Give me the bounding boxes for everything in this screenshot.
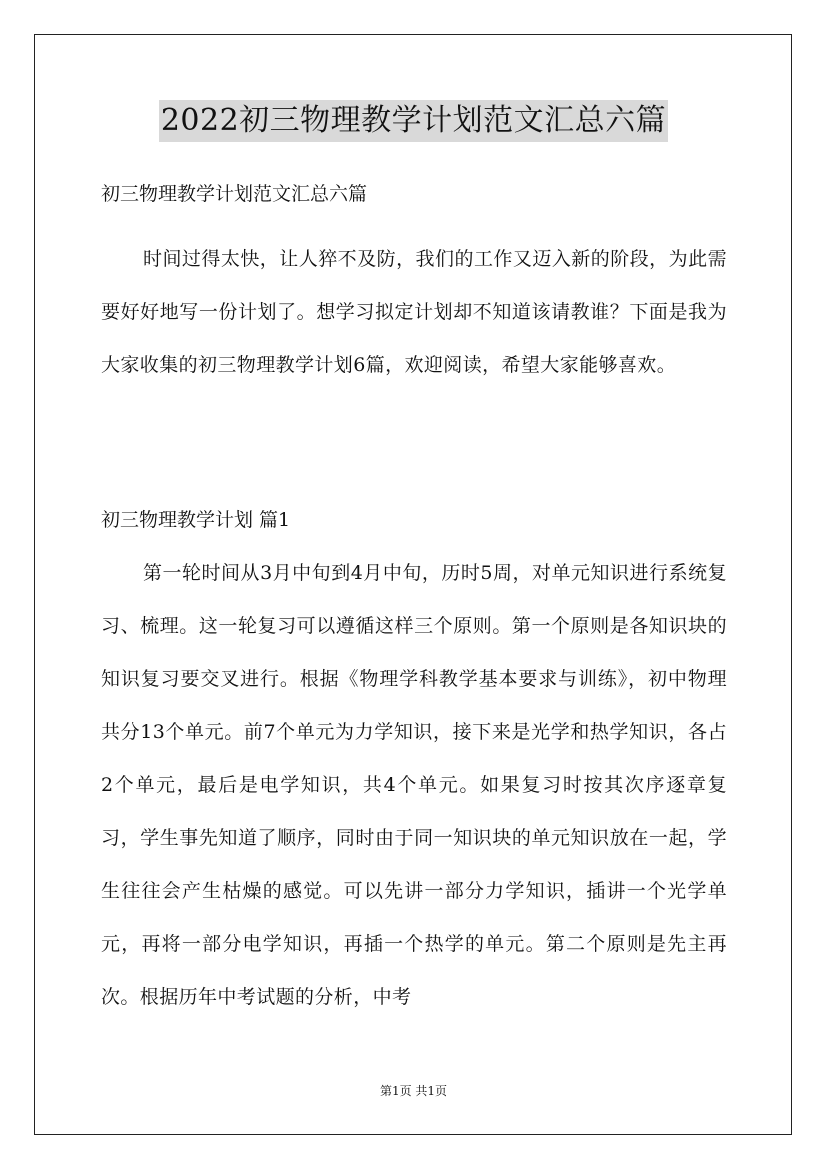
intro-paragraph: 时间过得太快，让人猝不及防，我们的工作又迈入新的阶段，为此需要好好地写一份计划了。想学习拟定计划却不知道该请教谁？下面是我为大家收集的初三物理教学计划6篇，欢迎阅读，希望大家能够喜欢。 xyxy=(101,248,727,376)
section-paragraph: 第一轮时间从3月中旬到4月中旬，历时5周，对单元知识进行系统复习、梳理。这一轮复习可以遵循这样三个原则。第一个原则是各知识块的知识复习要交叉进行。根据《物理学科教学基本要求与训练》，初中物理共分13个单元。前7个单元为力学知识，接下来是光学和热学知识，各占2个单元，最后是电学知识，共4个单元。如果复习时按其次序逐章复习，学生事先知道了顺序，同时由于同一知识块的单元知识放在一起，学生往往会产生枯燥的感觉。可以先讲一部分力学知识，插讲一个光学单元，再将一部分电学知识，再插一个热学的单元。第二个原则是先主再次。根据历年中考试题的分析，中考 xyxy=(101,562,727,1008)
title-container xyxy=(0,100,827,142)
page-number-footer: 第1页 共1页 xyxy=(379,1084,448,1098)
section-heading: 初三物理教学计划 篇1 xyxy=(101,509,291,531)
document-title: 2022初三物理教学计划范文汇总六篇 xyxy=(159,100,668,142)
document-subtitle: 初三物理教学计划范文汇总六篇 xyxy=(101,183,368,205)
